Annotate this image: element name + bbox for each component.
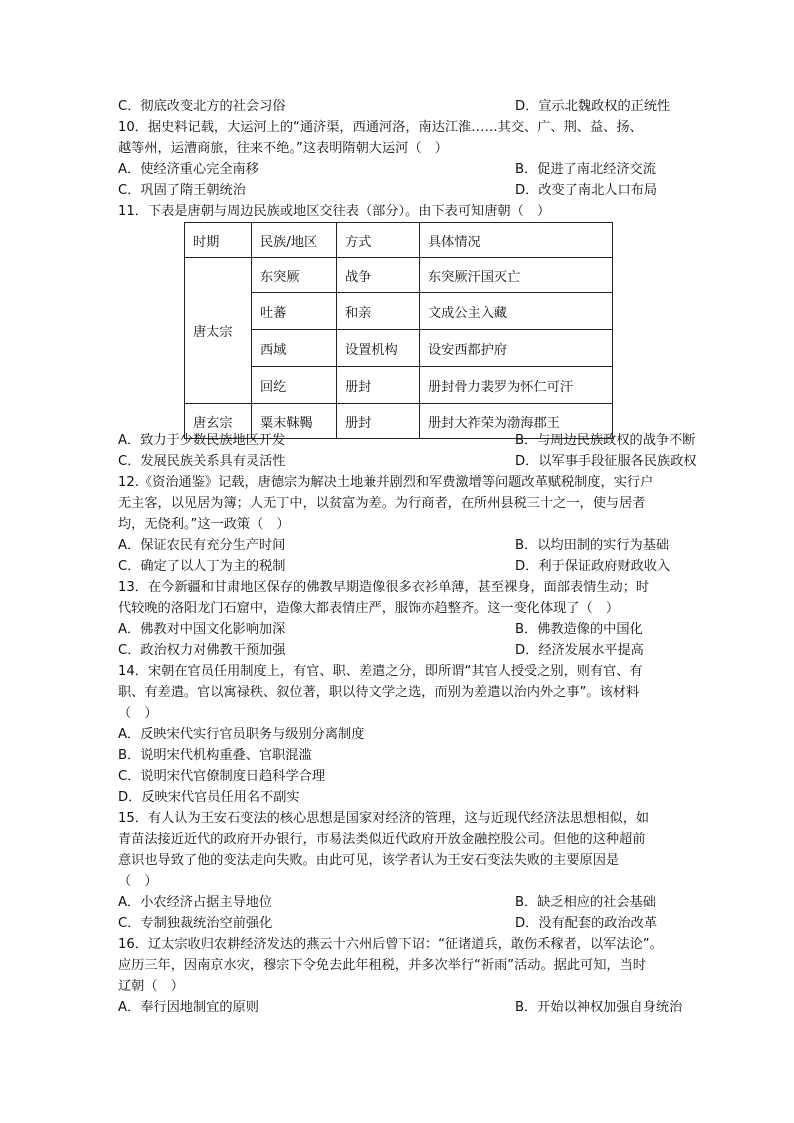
table-cell: 战争 xyxy=(337,258,420,293)
table-cell: 西域 xyxy=(252,330,337,367)
table-cell: 册封大祚荣为渤海郡王 xyxy=(420,404,613,439)
q15-options-ab xyxy=(118,893,656,912)
q11-option-b: B．与周边民族政权的战争不断 xyxy=(515,433,696,448)
q12-stem-line2: 无主客，以见居为簿；人无丁中，以贫富为差。为行商者，在所州县税三十之一，使与居者 xyxy=(118,496,646,511)
q13-stem-line2: 代较晚的洛阳龙门石窟中，造像大都表情庄严，服饰亦趋整齐。这一变化体现了（ ） xyxy=(118,601,620,616)
q10-option-c: C．巩固了隋王朝统治 xyxy=(118,183,246,198)
q11-option-d: D．以军事手段征服各民族政权 xyxy=(515,454,697,469)
table-header-cell: 民族/地区 xyxy=(252,223,337,258)
q10-option-a: A．使经济重心完全南移 xyxy=(118,162,259,177)
q12-option-a: A．保证农民有充分生产时间 xyxy=(118,538,286,553)
q10-options-ab xyxy=(118,160,656,179)
table-header-row xyxy=(185,223,613,258)
q12-options-ab xyxy=(118,536,670,555)
q12-option-b: B．以均田制的实行为基础 xyxy=(515,538,670,553)
table-cell: 东突厥汗国灭亡 xyxy=(420,258,613,293)
q9-options-cd xyxy=(118,97,671,116)
q10-stem-line1: 10．据史料记载，大运河上的“通济渠，西通河洛，南达江淮……其交、广、荆、益、扬、 xyxy=(118,120,643,135)
q16-option-b: B．开始以神权加强自身统治 xyxy=(515,1000,683,1015)
q16-options-ab xyxy=(118,998,683,1017)
table-cell: 回纥 xyxy=(252,367,337,404)
q14-stem-line2: 职、有差遣。官以寓禄秩、叙位著，职以待文学之选，而别为差遣以治内外之事”。该材料 xyxy=(118,685,640,700)
q13-options-ab xyxy=(118,620,643,639)
q12-option-d: D．利于保证政府财政收入 xyxy=(515,559,671,574)
q11-options-cd xyxy=(118,452,697,471)
q13-option-d: D．经济发展水平提高 xyxy=(515,643,644,658)
table-cell: 设安西都护府 xyxy=(420,330,613,367)
q13-options-cd xyxy=(118,641,644,660)
table-row xyxy=(185,258,613,293)
table-header-cell: 时期 xyxy=(185,223,252,258)
q10-options-cd xyxy=(118,181,658,200)
q15-option-c: C．专制独裁统治空前强化 xyxy=(118,916,273,931)
q13-option-c: C．政治权力对佛教干预加强 xyxy=(118,643,286,658)
q11-option-a: A．致力于少数民族地区开发 xyxy=(118,433,286,448)
table-header-cell: 具体情况 xyxy=(420,223,613,258)
table-cell: 粟末靺鞨 xyxy=(252,404,337,439)
q13-stem-line1: 13．在今新疆和甘肃地区保存的佛教早期造像很多衣衫单薄，甚至裸身，面部表情生动；时 xyxy=(118,580,650,595)
q15-stem-line4: （ ） xyxy=(118,874,158,889)
table-cell: 和亲 xyxy=(337,293,420,330)
q15-option-a: A．小农经济占据主导地位 xyxy=(118,895,273,910)
table-cell: 册封 xyxy=(337,367,420,404)
q15-options-cd xyxy=(118,914,658,933)
q14-stem-line3: （ ） xyxy=(118,706,158,721)
table-cell: 设置机构 xyxy=(337,330,420,367)
q15-stem-line1: 15．有人认为王安石变法的核心思想是国家对经济的管理，这与近现代经济法思想相似，如 xyxy=(118,811,650,826)
q11-stem: 11．下表是唐朝与周边民族或地区交往表（部分）。由下表可知唐朝（ ） xyxy=(118,204,551,219)
table-cell: 东突厥 xyxy=(252,258,337,293)
table-header-cell: 方式 xyxy=(337,223,420,258)
q13-option-a: A．佛教对中国文化影响加深 xyxy=(118,622,286,637)
q11-options-ab xyxy=(118,431,696,450)
table-cell: 册封 xyxy=(337,404,420,439)
q13-option-b: B．佛教造像的中国化 xyxy=(515,622,643,637)
q15-option-b: B．缺乏相应的社会基础 xyxy=(515,895,656,910)
table-cell: 册封骨力裴罗为怀仁可汗 xyxy=(420,367,613,404)
q10-option-b: B．促进了南北经济交流 xyxy=(515,162,656,177)
q15-stem-line2: 青苗法接近近代的政府开办银行，市易法类似近代政府开放金融控股公司。但他的这种超前 xyxy=(118,832,646,847)
q11-option-c: C．发展民族关系具有灵活性 xyxy=(118,454,286,469)
q15-option-d: D．没有配套的政治改革 xyxy=(515,916,658,931)
tang-relations-table xyxy=(184,222,613,439)
q16-stem-line3: 辽朝（ ） xyxy=(118,979,184,994)
q14-option-c: C．说明宋代官僚制度日趋科学合理 xyxy=(118,769,326,784)
q16-stem-line2: 应历三年，因南京水灾，穆宗下令免去此年租税，并多次举行“祈雨”活动。据此可知，当时 xyxy=(118,958,646,973)
q12-stem-line3: 均，无侥利。”这一政策（ ） xyxy=(118,517,290,532)
table-period-cell: 唐太宗 xyxy=(185,258,252,404)
table-period-cell: 唐玄宗 xyxy=(185,404,252,439)
q16-option-a: A．奉行因地制宜的原则 xyxy=(118,1000,259,1015)
q16-stem-line1: 16．辽太宗收归农耕经济发达的燕云十六州后曾下诏：“征诸道兵，敢伤禾稼者，以军法论”。 xyxy=(118,937,663,952)
table-cell: 吐蕃 xyxy=(252,293,337,330)
q15-stem-line3: 意识也导致了他的变法走向失败。由此可见，该学者认为王安石变法失败的主要原因是 xyxy=(118,853,620,868)
q10-stem-line2: 越等州，运漕商旅，往来不绝。”这表明隋朝大运河（ ） xyxy=(118,141,448,156)
q14-option-a: A．反映宋代实行官员职务与级别分离制度 xyxy=(118,727,365,742)
table-cell: 文成公主入藏 xyxy=(420,293,613,330)
q9-option-d: D．宣示北魏政权的正统性 xyxy=(515,99,671,114)
q14-option-b: B．说明宋代机构重叠、官职混滥 xyxy=(118,748,312,763)
q10-option-d: D．改变了南北人口布局 xyxy=(515,183,658,198)
q14-stem-line1: 14．宋朝在官员任用制度上，有官、职、差遣之分，即所谓“其官人授受之别，则有官、有 xyxy=(118,664,643,679)
q12-option-c: C．确定了以人丁为主的税制 xyxy=(118,559,286,574)
q12-options-cd xyxy=(118,557,671,576)
q9-option-c: C．彻底改变北方的社会习俗 xyxy=(118,99,286,114)
q14-option-d: D．反映宋代官员任用名不副实 xyxy=(118,790,300,805)
q12-stem-line1: 12.《资治通鉴》记载，唐德宗为解决土地兼并剧烈和军费激增等问题改革赋税制度，实行户 xyxy=(118,475,654,490)
